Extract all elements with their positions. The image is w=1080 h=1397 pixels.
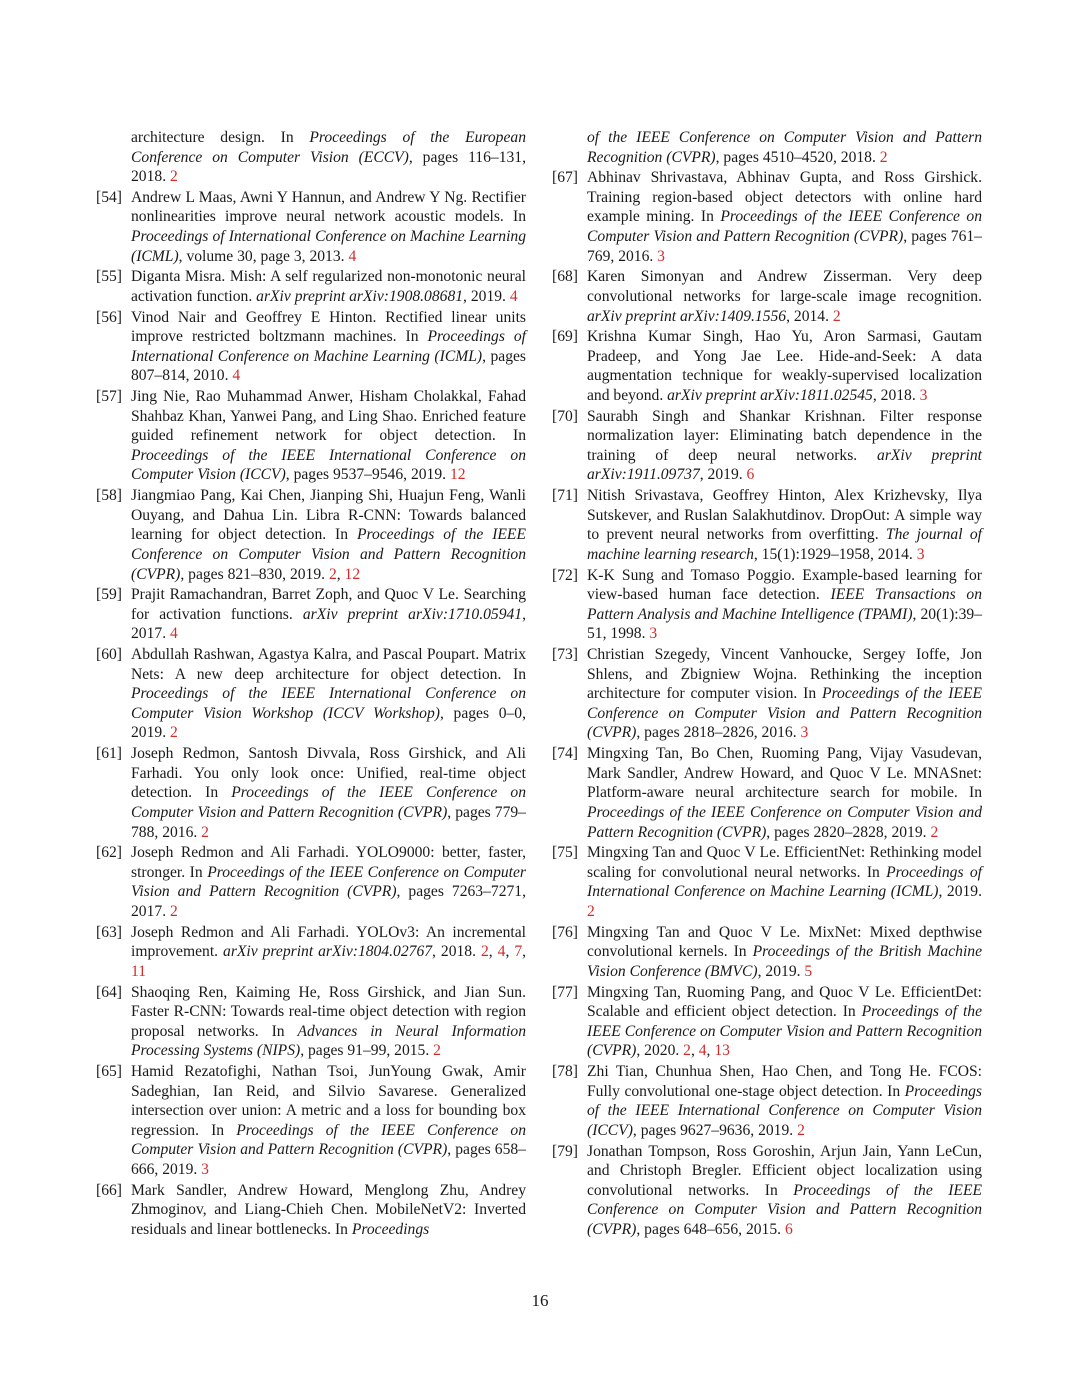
reference-venue: arXiv preprint arXiv:1908.08681: [256, 287, 464, 305]
reference-number: [73]: [552, 646, 578, 664]
reference-venue: Proceedings of International Conference on Machine Learning (ICML): [131, 328, 526, 365]
reference-entry: [96, 308, 526, 386]
reference-number: [55]: [96, 268, 122, 286]
citation-backlink[interactable]: 12: [449, 466, 466, 484]
citation-backlink[interactable]: 2: [433, 1042, 441, 1060]
reference-number: [62]: [96, 844, 122, 862]
citation-backlink[interactable]: 6: [746, 466, 755, 484]
reference-entry: [552, 407, 982, 485]
reference-number: [70]: [552, 407, 578, 425]
reference-text: , pages 7263–7271, 2017.: [131, 883, 526, 920]
reference-text: ,: [522, 943, 527, 961]
reference-number: [64]: [96, 983, 122, 1001]
reference-entry: [96, 843, 526, 921]
citation-backlink[interactable]: 6: [784, 1220, 793, 1238]
reference-venue: IEEE Transactions on Pattern Analysis and Machine Intelligence (TPAMI): [587, 586, 982, 623]
citation-backlink[interactable]: 12: [344, 565, 361, 583]
reference-venue: arXiv preprint arXiv:1911.09737: [587, 446, 983, 484]
reference-venue: Proceedings of the IEEE Conference on Computer Vision and Pattern Recognition (CVPR): [131, 863, 526, 901]
citation-backlink[interactable]: 4: [348, 247, 357, 265]
reference-text: , 2020.: [636, 1042, 684, 1060]
citation-backlink[interactable]: 2: [201, 823, 209, 841]
reference-entry: [96, 1062, 526, 1179]
reference-number: [72]: [552, 566, 578, 584]
reference-venue: Proceedings of the IEEE International Conference on Computer Vision (ICCV): [587, 1082, 982, 1139]
reference-venue: Proceedings of International Conference on Machine Learning (ICML): [587, 863, 982, 901]
reference-number: [75]: [552, 844, 578, 862]
reference-text: Mingxing Tan and Quoc V Le. EfficientNet: Rethinking model scaling for convolutional neural networks. In: [587, 844, 982, 881]
reference-number: [78]: [552, 1063, 578, 1081]
reference-number: [65]: [96, 1063, 122, 1081]
reference-entry: [552, 843, 982, 921]
page-number: 16: [531, 1291, 549, 1310]
reference-text: Saurabh Singh and Shankar Krishnan. Filter response normalization layer: Eliminating batch dependence in the training of deep neural networks.: [587, 407, 982, 464]
reference-entry: [552, 1142, 982, 1240]
reference-text: Joseph Redmon and Ali Farhadi. YOLOv3: An incremental improvement.: [131, 923, 526, 961]
reference-number: [74]: [552, 745, 578, 763]
citation-backlink[interactable]: 4: [698, 1042, 707, 1060]
reference-text: Mingxing Tan and Quoc V Le. MixNet: Mixed depthwise convolutional kernels. In: [587, 923, 982, 961]
reference-text: , pages 91–99, 2015.: [300, 1042, 434, 1060]
reference-entry: [96, 923, 526, 982]
reference-text: Mingxing Tan, Bo Chen, Ruoming Pang, Vijay Vasudevan, Mark Sandler, Andrew Howard, and Quoc V Le. MNASnet: Platform-aware neural architecture search for mobile. In: [587, 745, 982, 802]
reference-text: , 2018.: [872, 387, 920, 404]
reference-entry: [552, 486, 982, 564]
reference-number: [71]: [552, 487, 578, 505]
reference-text: ,: [706, 1042, 715, 1060]
reference-entry: [552, 267, 982, 326]
reference-venue: arXiv preprint arXiv:1409.1556: [587, 307, 787, 325]
reference-number: [61]: [96, 745, 122, 763]
citation-backlink[interactable]: 2: [797, 1121, 805, 1139]
citation-backlink[interactable]: 2: [930, 823, 939, 841]
reference-number: [58]: [96, 487, 122, 505]
reference-venue: arXiv preprint arXiv:1811.02545: [667, 387, 873, 404]
reference-entry: [552, 645, 982, 743]
reference-entry: [96, 486, 526, 584]
reference-text: Mark Sandler, Andrew Howard, Menglong Zhu, Andrey Zhmoginov, and Liang-Chieh Chen. MobileNetV2: Inverted residuals and linear bottlenecks. In: [131, 1181, 526, 1238]
reference-text: , 2014.: [786, 307, 833, 325]
citation-backlink[interactable]: 3: [919, 387, 928, 404]
reference-number: [76]: [552, 923, 578, 941]
reference-text: , 2019.: [938, 883, 982, 901]
citation-backlink[interactable]: 2: [587, 903, 595, 920]
reference-text: Vinod Nair and Geoffrey E Hinton. Rectified linear units improve restricted boltzmann machines. In: [131, 308, 526, 346]
reference-venue: The journal of machine learning research: [587, 526, 982, 563]
reference-venue: of the IEEE Conference on Computer Vision and Pattern Recognition (CVPR): [587, 129, 982, 166]
reference-entry: [552, 168, 982, 266]
citation-backlink[interactable]: 3: [649, 625, 658, 643]
reference-text: , pages 807–814, 2010.: [131, 347, 526, 385]
reference-entry: [96, 585, 526, 644]
reference-entry: [96, 983, 526, 1061]
reference-venue: Proceedings of the IEEE Conference on Computer Vision and Pattern Recognition (CVPR): [131, 526, 526, 583]
reference-text: Jiangmiao Pang, Kai Chen, Jianping Shi, Huajun Feng, Wanli Ouyang, and Dahua Lin. Libra R-CNN: Towards balanced learning for object detection. In: [131, 487, 526, 544]
reference-venue: Proceedings of International Conference on Machine Learning (ICML): [131, 228, 526, 265]
reference-text: , 20(1):39–51, 1998.: [587, 605, 983, 643]
reference-number: [77]: [552, 983, 578, 1001]
citation-backlink[interactable]: 2: [683, 1042, 691, 1060]
reference-entry: [96, 744, 526, 842]
reference-number: [68]: [552, 268, 578, 286]
reference-text: Joseph Redmon and Ali Farhadi. YOLO9000: better, faster, stronger. In: [131, 844, 526, 881]
reference-text: , 2019.: [699, 466, 747, 484]
reference-entry: [96, 1181, 526, 1240]
reference-text: Jonathan Tompson, Ross Goroshin, Arjun Jain, Yann LeCun, and Christoph Bregler. Efficient object localization using convolutional networks. In: [587, 1142, 982, 1199]
reference-text: Abdullah Rashwan, Agastya Kalra, and Pascal Poupart. Matrix Nets: A new deep architecture for object detection. In: [131, 646, 526, 683]
citation-backlink[interactable]: 4: [497, 943, 506, 961]
reference-text: Hamid Rezatofighi, Nathan Tsoi, JunYoung Gwak, Amir Sadeghian, Ian Reid, and Silvio Savarese. Generalized intersection over union: A metric and a loss for bounding box regression. In: [131, 1063, 526, 1139]
reference-venue: Proceedings of the IEEE Conference on Computer Vision and Pattern Recognition (CVPR): [131, 1121, 527, 1159]
reference-entry: [96, 267, 526, 306]
citation-backlink[interactable]: 2: [169, 724, 178, 742]
reference-venue: Proceedings of the European Conference on Computer Vision (ECCV): [131, 129, 526, 166]
citation-backlink[interactable]: 3: [657, 247, 665, 265]
reference-text: ,: [336, 565, 345, 583]
reference-text: Abhinav Shrivastava, Abhinav Gupta, and Ross Girshick. Training region-based object detectors with online hard example mining. In: [587, 169, 982, 226]
citation-backlink[interactable]: 2: [480, 943, 489, 961]
reference-text: , pages 779–788, 2016.: [131, 803, 526, 841]
reference-text: Krishna Kumar Singh, Hao Yu, Aron Sarmasi, Gautam Pradeep, and Yong Jae Lee. Hide-and-Seek: A data augmentation technique for weakly-supervised localization and beyond.: [587, 328, 982, 404]
reference-text: , volume 30, page 3, 2013.: [178, 247, 349, 265]
reference-venue: arXiv preprint arXiv:1804.02767: [223, 943, 433, 961]
reference-text: ,: [690, 1042, 699, 1060]
reference-number: [56]: [96, 308, 122, 326]
reference-number: [59]: [96, 586, 122, 604]
reference-venue: Proceedings of the IEEE Conference on Computer Vision and Pattern Recognition (CVPR): [587, 685, 982, 742]
reference-text: Jing Nie, Rao Muhammad Anwer, Hisham Cholakkal, Fahad Shahbaz Khan, Yanwei Pang, and Ling Shao. Enriched feature guided refinement network for object detection. In: [131, 388, 526, 445]
citation-backlink[interactable]: 2: [328, 565, 337, 583]
reference-number: [54]: [96, 188, 122, 206]
reference-text: Nitish Srivastava, Geoffrey Hinton, Alex Krizhevsky, Ilya Sutskever, and Ruslan Salakhutdinov. DropOut: A simple way to prevent neural networks from overfitting.: [587, 487, 982, 544]
reference-text: , pages 2818–2826, 2016.: [636, 724, 801, 742]
reference-text: Diganta Misra. Mish: A self regularized non-monotonic neural activation function.: [131, 268, 526, 305]
citation-backlink[interactable]: 3: [201, 1161, 209, 1178]
references-right-column: [552, 128, 982, 1241]
reference-text: , pages 761–769, 2016.: [587, 228, 982, 265]
reference-text: ,: [488, 943, 498, 961]
reference-venue: Proceedings of the IEEE International Conference on Computer Vision Workshop (ICCV Workshop): [131, 685, 526, 722]
reference-text: , 2018.: [432, 943, 481, 961]
reference-venue: Proceedings of the IEEE International Conference on Computer Vision (ICCV): [131, 446, 526, 484]
reference-text: Prajit Ramachandran, Barret Zoph, and Quoc V Le. Searching for activation functions.: [131, 586, 526, 623]
references-left-column: [96, 128, 526, 1241]
citation-backlink[interactable]: 2: [169, 903, 178, 920]
reference-text: , pages 821–830, 2019.: [180, 565, 329, 583]
reference-number: [79]: [552, 1142, 578, 1160]
citation-backlink[interactable]: 7: [514, 943, 523, 961]
reference-text: Mingxing Tan, Ruoming Pang, and Quoc V Le. EfficientDet: Scalable and efficient object detection. In: [587, 983, 982, 1021]
reference-text: , 2019.: [463, 287, 510, 305]
citation-backlink[interactable]: 13: [714, 1042, 730, 1060]
citation-backlink[interactable]: 4: [169, 625, 178, 643]
citation-backlink[interactable]: 4: [232, 367, 241, 385]
reference-number: [63]: [96, 923, 122, 941]
reference-entry: [552, 983, 982, 1061]
reference-text: Zhi Tian, Chunhua Shen, Hao Chen, and Tong He. FCOS: Fully convolutional one-stage object detection. In: [587, 1063, 982, 1100]
reference-venue: Proceedings: [351, 1220, 430, 1238]
reference-text: architecture design. In: [131, 129, 310, 146]
reference-text: , pages 658–666, 2019.: [131, 1141, 526, 1178]
reference-text: K-K Sung and Tomaso Poggio. Example-based learning for view-based human face detection.: [587, 566, 982, 604]
citation-backlink[interactable]: 4: [509, 287, 518, 305]
reference-text: , pages 648–656, 2015.: [636, 1220, 785, 1238]
reference-text: , pages 2820–2828, 2019.: [766, 823, 931, 841]
reference-text: , pages 4510–4520, 2018.: [715, 148, 880, 166]
reference-entry: [552, 923, 982, 982]
citation-backlink[interactable]: 3: [916, 545, 925, 563]
reference-continuation: [96, 128, 526, 187]
reference-venue: Proceedings of the IEEE Conference on Computer Vision and Pattern Recognition (CVPR): [131, 784, 527, 821]
reference-text: Shaoqing Ren, Kaiming He, Ross Girshick, and Jian Sun. Faster R-CNN: Towards real-time object detection with region proposal networks. In: [131, 983, 526, 1040]
reference-venue: Proceedings of the IEEE Conference on Computer Vision and Pattern Recognition (CVPR): [587, 1003, 982, 1060]
reference-text: , pages 9537–9546, 2019.: [285, 466, 450, 484]
reference-venue: Advances in Neural Information Processing Systems (NIPS): [131, 1022, 526, 1060]
reference-number: [60]: [96, 646, 122, 664]
reference-text: , 15(1):1929–1958, 2014.: [753, 545, 917, 563]
reference-entry: [552, 327, 982, 405]
citation-backlink[interactable]: 2: [879, 148, 888, 166]
reference-number: [69]: [552, 328, 578, 346]
reference-venue: Proceedings of the IEEE Conference on Computer Vision and Pattern Recognition (CVPR): [587, 208, 982, 246]
reference-text: , 2019.: [757, 962, 805, 980]
reference-venue: Proceedings of the IEEE Conference on Computer Vision and Pattern Recognition (CVPR): [587, 1181, 982, 1238]
reference-text: Andrew L Maas, Awni Y Hannun, and Andrew Y Ng. Rectifier nonlinearities improve neural network acoustic models. In: [131, 188, 526, 226]
reference-venue: arXiv preprint arXiv:1710.05941: [302, 605, 523, 623]
reference-continuation: [552, 128, 982, 167]
reference-text: , 2017.: [131, 605, 526, 643]
reference-text: , pages 9627–9636, 2019.: [632, 1121, 798, 1139]
reference-text: Karen Simonyan and Andrew Zisserman. Very deep convolutional networks for large-scale image recognition.: [587, 268, 982, 305]
citation-backlink[interactable]: 3: [800, 724, 809, 742]
reference-text: ,: [505, 943, 515, 961]
reference-entry: [552, 744, 982, 842]
reference-number: [57]: [96, 388, 122, 406]
reference-text: Joseph Redmon, Santosh Divvala, Ross Girshick, and Ali Farhadi. You only look once: Unified, real-time object detection. In: [131, 745, 526, 802]
reference-number: [67]: [552, 169, 578, 187]
reference-text: , pages 0–0, 2019.: [131, 704, 526, 742]
citation-backlink[interactable]: 2: [169, 168, 178, 186]
reference-venue: Proceedings of the IEEE Conference on Computer Vision and Pattern Recognition (CVPR): [587, 803, 982, 841]
citation-backlink[interactable]: 5: [804, 962, 813, 980]
reference-entry: [96, 645, 526, 743]
reference-number: [66]: [96, 1181, 122, 1199]
reference-entry: [96, 387, 526, 485]
reference-entry: [96, 188, 526, 266]
reference-text: Christian Szegedy, Vincent Vanhoucke, Sergey Ioffe, Jon Shlens, and Zbigniew Wojna. Rethinking the inception architecture for computer vision. In: [587, 646, 982, 703]
citation-backlink[interactable]: 2: [832, 307, 841, 325]
reference-entry: [552, 1062, 982, 1140]
reference-entry: [552, 566, 982, 644]
reference-venue: Proceedings of the British Machine Vision Conference (BMVC): [587, 943, 982, 980]
reference-text: , pages 116–131, 2018.: [131, 148, 526, 186]
citation-backlink[interactable]: 11: [131, 962, 147, 980]
